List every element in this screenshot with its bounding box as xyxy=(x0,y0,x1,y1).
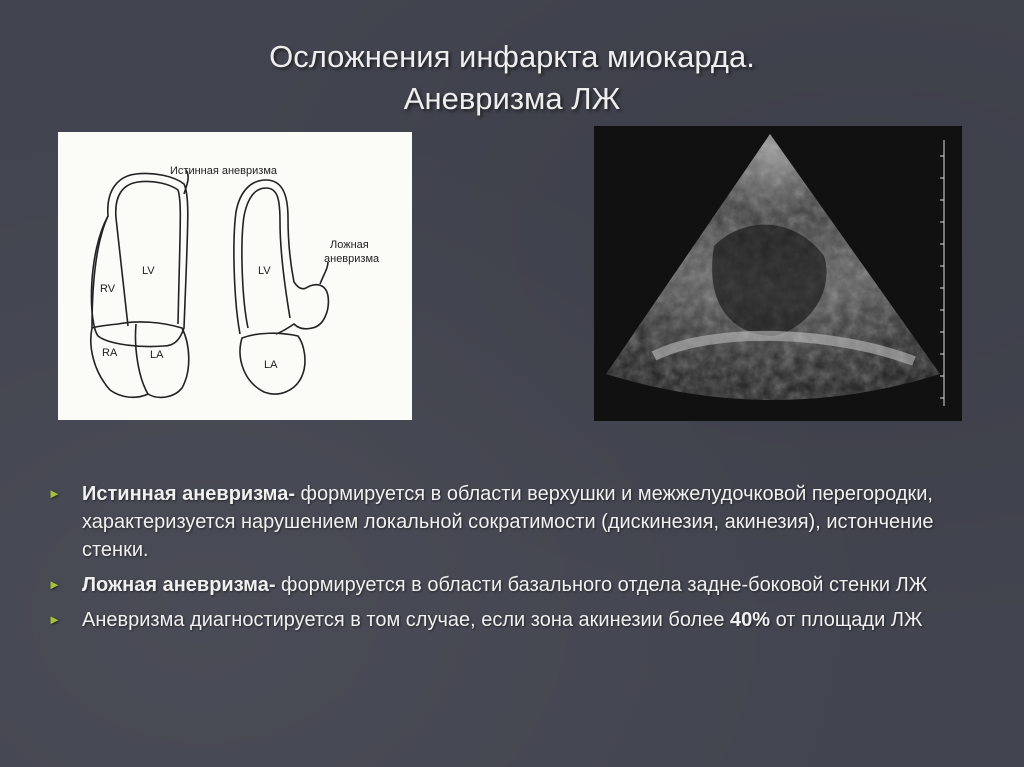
heart2-lv-inner xyxy=(242,188,290,328)
bullet-term: Ложная аневризма- xyxy=(82,574,276,596)
echo-svg xyxy=(594,126,962,421)
bullet-diagnosis xyxy=(46,606,976,634)
bullet-emphasis: 40% xyxy=(730,609,771,631)
heart1-outer-wall xyxy=(91,173,187,346)
false-aneurysm-pointer xyxy=(320,262,328,284)
heart1-atrial-septum xyxy=(136,324,149,394)
heart1-septum xyxy=(116,218,128,326)
triangle-right-icon: ► xyxy=(48,612,61,627)
bullet-false-aneurysm xyxy=(46,571,976,599)
heart1-label-ra: RA xyxy=(102,347,118,359)
heart2-label-lv: LV xyxy=(258,265,271,277)
heart1-label-rv: RV xyxy=(100,283,116,295)
aneurysm-diagram xyxy=(58,132,412,420)
bullet-text: формируется в области верхушки и межжелудочковой перегородки, характеризуется нарушением локальной сократимости (дискинезия, акинезия), истончение стенки. xyxy=(82,483,934,561)
bullet-true-aneurysm xyxy=(46,480,976,564)
heart1-atria xyxy=(91,322,189,397)
heart1-label-lv: LV xyxy=(142,265,155,277)
bullet-list xyxy=(46,480,976,641)
label-false-aneurysm-2: аневризма xyxy=(324,253,380,265)
title-line-1: Осложнения инфаркта миокарда. xyxy=(269,39,755,74)
slide-title xyxy=(0,36,1024,120)
bullet-text: от площади ЛЖ xyxy=(770,609,923,631)
bullet-text: формируется в области базального отдела задне-боковой стенки ЛЖ xyxy=(275,574,928,596)
heart2-label-la: LA xyxy=(264,359,278,371)
bullet-term: Истинная аневризма- xyxy=(82,483,295,505)
title-line-2: Аневризма ЛЖ xyxy=(403,81,621,116)
label-true-aneurysm: Истинная аневризма xyxy=(170,165,278,177)
heart1-label-la: LA xyxy=(150,349,164,361)
heart-diagram-svg xyxy=(58,132,412,420)
echocardiogram-image xyxy=(594,126,962,421)
label-false-aneurysm-1: Ложная xyxy=(330,239,369,251)
bullet-text: Аневризма диагностируется в том случае, если зона акинезии более xyxy=(82,609,731,631)
triangle-right-icon: ► xyxy=(48,486,61,501)
triangle-right-icon: ► xyxy=(48,577,61,592)
